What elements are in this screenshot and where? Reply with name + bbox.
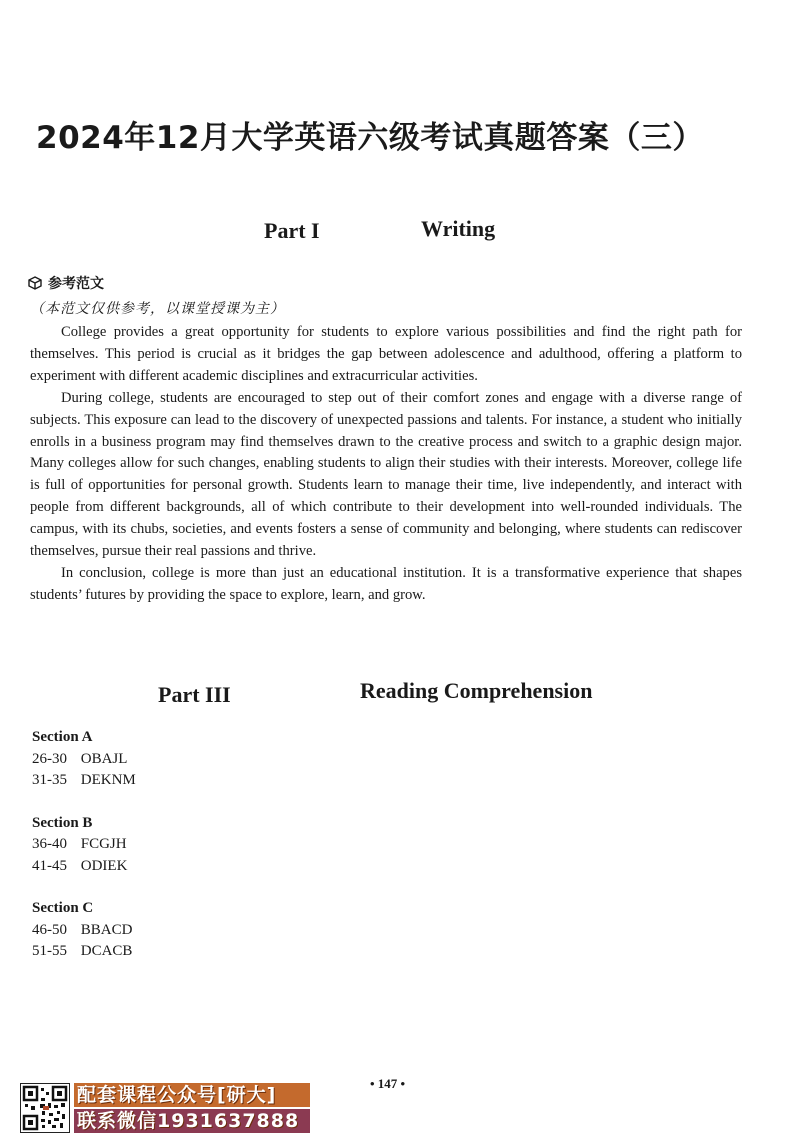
answer-row (32, 834, 136, 856)
cube-icon (28, 276, 42, 290)
essay-paragraph: College provides a great opportunity for students to explore various possibilities and find the right path for themselves. This period is crucial as it bridges the gap between adolescence and adulthood, offering a platform to experiment with different academic disciplines and extracurricular activities. (30, 324, 742, 384)
answer-letters: ODIEK (80, 857, 128, 874)
answer-letters: DCACB (80, 943, 133, 959)
answer-letters: DEKNM (80, 772, 136, 788)
question-range: 36-40 (32, 836, 67, 852)
sample-heading-label: 参考范文 (48, 276, 104, 292)
part1-name: Writing (421, 216, 496, 241)
watermark-line: 配套课程公众号[研大] (74, 1083, 310, 1107)
answer-row (32, 941, 136, 963)
sample-note: （本范文仅供参考，以课堂授课为主） (30, 301, 285, 317)
part3-name: Reading Comprehension (360, 678, 593, 703)
section-title: Section A (32, 729, 93, 745)
promo-watermark (20, 1083, 310, 1133)
part1-number: Part I (264, 218, 320, 243)
answer-row (32, 920, 136, 942)
answer-row (32, 749, 136, 771)
watermark-line: 联系微信1931637888 (74, 1109, 310, 1133)
part3-number: Part III (158, 682, 231, 707)
essay-body (30, 322, 742, 607)
essay-paragraph: During college, students are encouraged to step out of their comfort zones and engage with a diverse range of subjects. This exposure can lead to the discovery of unexpected passions and talents. For instance, a student who initially enrolls in a business program may find themselves drawn to the creative process and switch to a graphic design major. Many colleges allow for such changes, enabling students to align their studies with their interests. Moreover, college life is full of opportunities for personal growth. Students learn to manage their time, live independently, and interact with people from different backgrounds, all of which contribute to their development into well-rounded individuals. The campus, with its chubs, societies, and events fosters a sense of community and belonging, where students can rediscover themselves, pursue their real passions and thrive. (30, 389, 742, 560)
page-number: • 147 • (370, 1076, 406, 1091)
question-range: 41-45 (32, 857, 67, 874)
qr-code-icon (20, 1083, 70, 1133)
answer-key (32, 727, 136, 984)
essay-paragraph: In conclusion, college is more than just an educational institution. It is a transformative experience that shapes students’ futures by providing the space to explore, learn, and grow. (30, 564, 742, 603)
answer-row (32, 770, 136, 792)
question-range: 26-30 (32, 750, 67, 767)
answer-letters: FCGJH (80, 836, 127, 852)
answer-letters: OBAJL (80, 750, 128, 767)
answer-row (32, 856, 136, 878)
page-title: 2024年12月大学英语六级考试真题答案（三） (36, 120, 704, 156)
question-range: 51-55 (32, 943, 67, 959)
watermark-text (74, 1083, 310, 1133)
answer-letters: BBACD (80, 921, 133, 938)
answer-section (32, 813, 136, 878)
question-range: 46-50 (32, 921, 67, 938)
section-title: Section C (32, 900, 94, 916)
question-range: 31-35 (32, 772, 67, 788)
answer-section (32, 727, 136, 792)
section-title: Section B (32, 814, 93, 831)
sample-essay-heading (28, 273, 104, 293)
answer-section (32, 898, 136, 963)
